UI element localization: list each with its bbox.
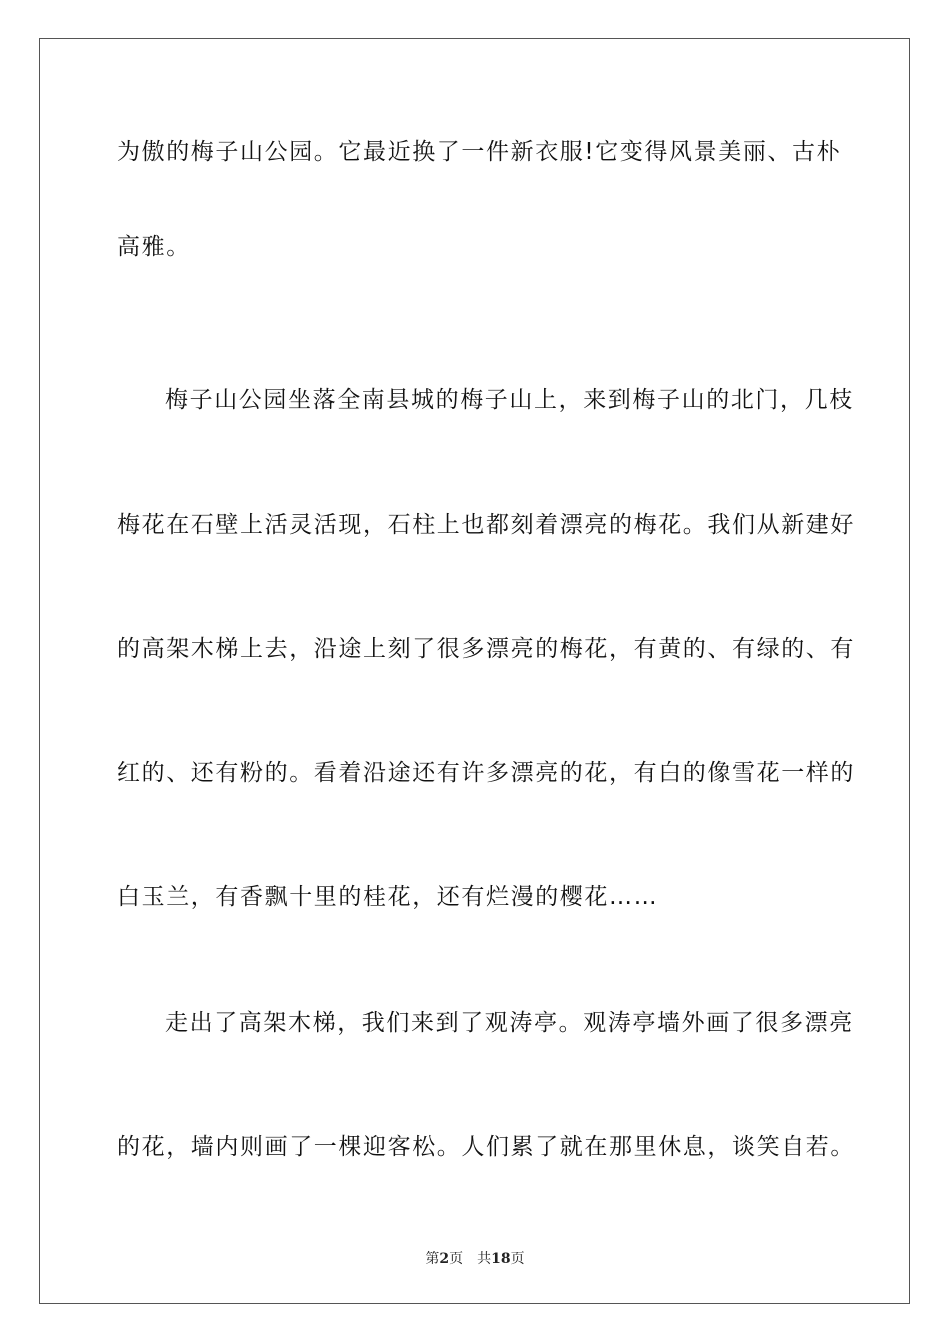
total-pages: 18 [491,1251,511,1267]
text-line-4: 梅花在石壁上活灵活现，石柱上也都刻着漂亮的梅花。我们从新建好 [117,512,855,538]
page-prefix: 第 [425,1251,440,1267]
page-suffix: 页 [449,1251,464,1267]
total-prefix: 共 [477,1251,492,1267]
text-line-6: 红的、还有粉的。看着沿途还有许多漂亮的花，有白的像雪花一样的 [117,760,855,786]
page-number: 2 [439,1251,450,1267]
page-footer [0,1248,950,1268]
text-line-3: 梅子山公园坐落全南县城的梅子山上，来到梅子山的北门，几枝 [165,387,854,413]
text-line-8: 走出了高架木梯，我们来到了观涛亭。观涛亭墙外画了很多漂亮 [165,1010,854,1036]
text-line-2: 高雅。 [117,234,191,260]
text-line-9: 的花，墙内则画了一棵迎客松。人们累了就在那里休息，谈笑自若。 [117,1134,855,1160]
text-line-7: 白玉兰，有香飘十里的桂花，还有烂漫的樱花…… [117,884,659,910]
total-suffix: 页 [510,1251,525,1267]
text-line-1: 为傲的梅子山公园。它最近换了一件新衣服!它变得风景美丽、古朴 [117,139,842,165]
text-line-5: 的高架木梯上去，沿途上刻了很多漂亮的梅花，有黄的、有绿的、有 [117,636,855,662]
page-frame [39,38,910,1304]
